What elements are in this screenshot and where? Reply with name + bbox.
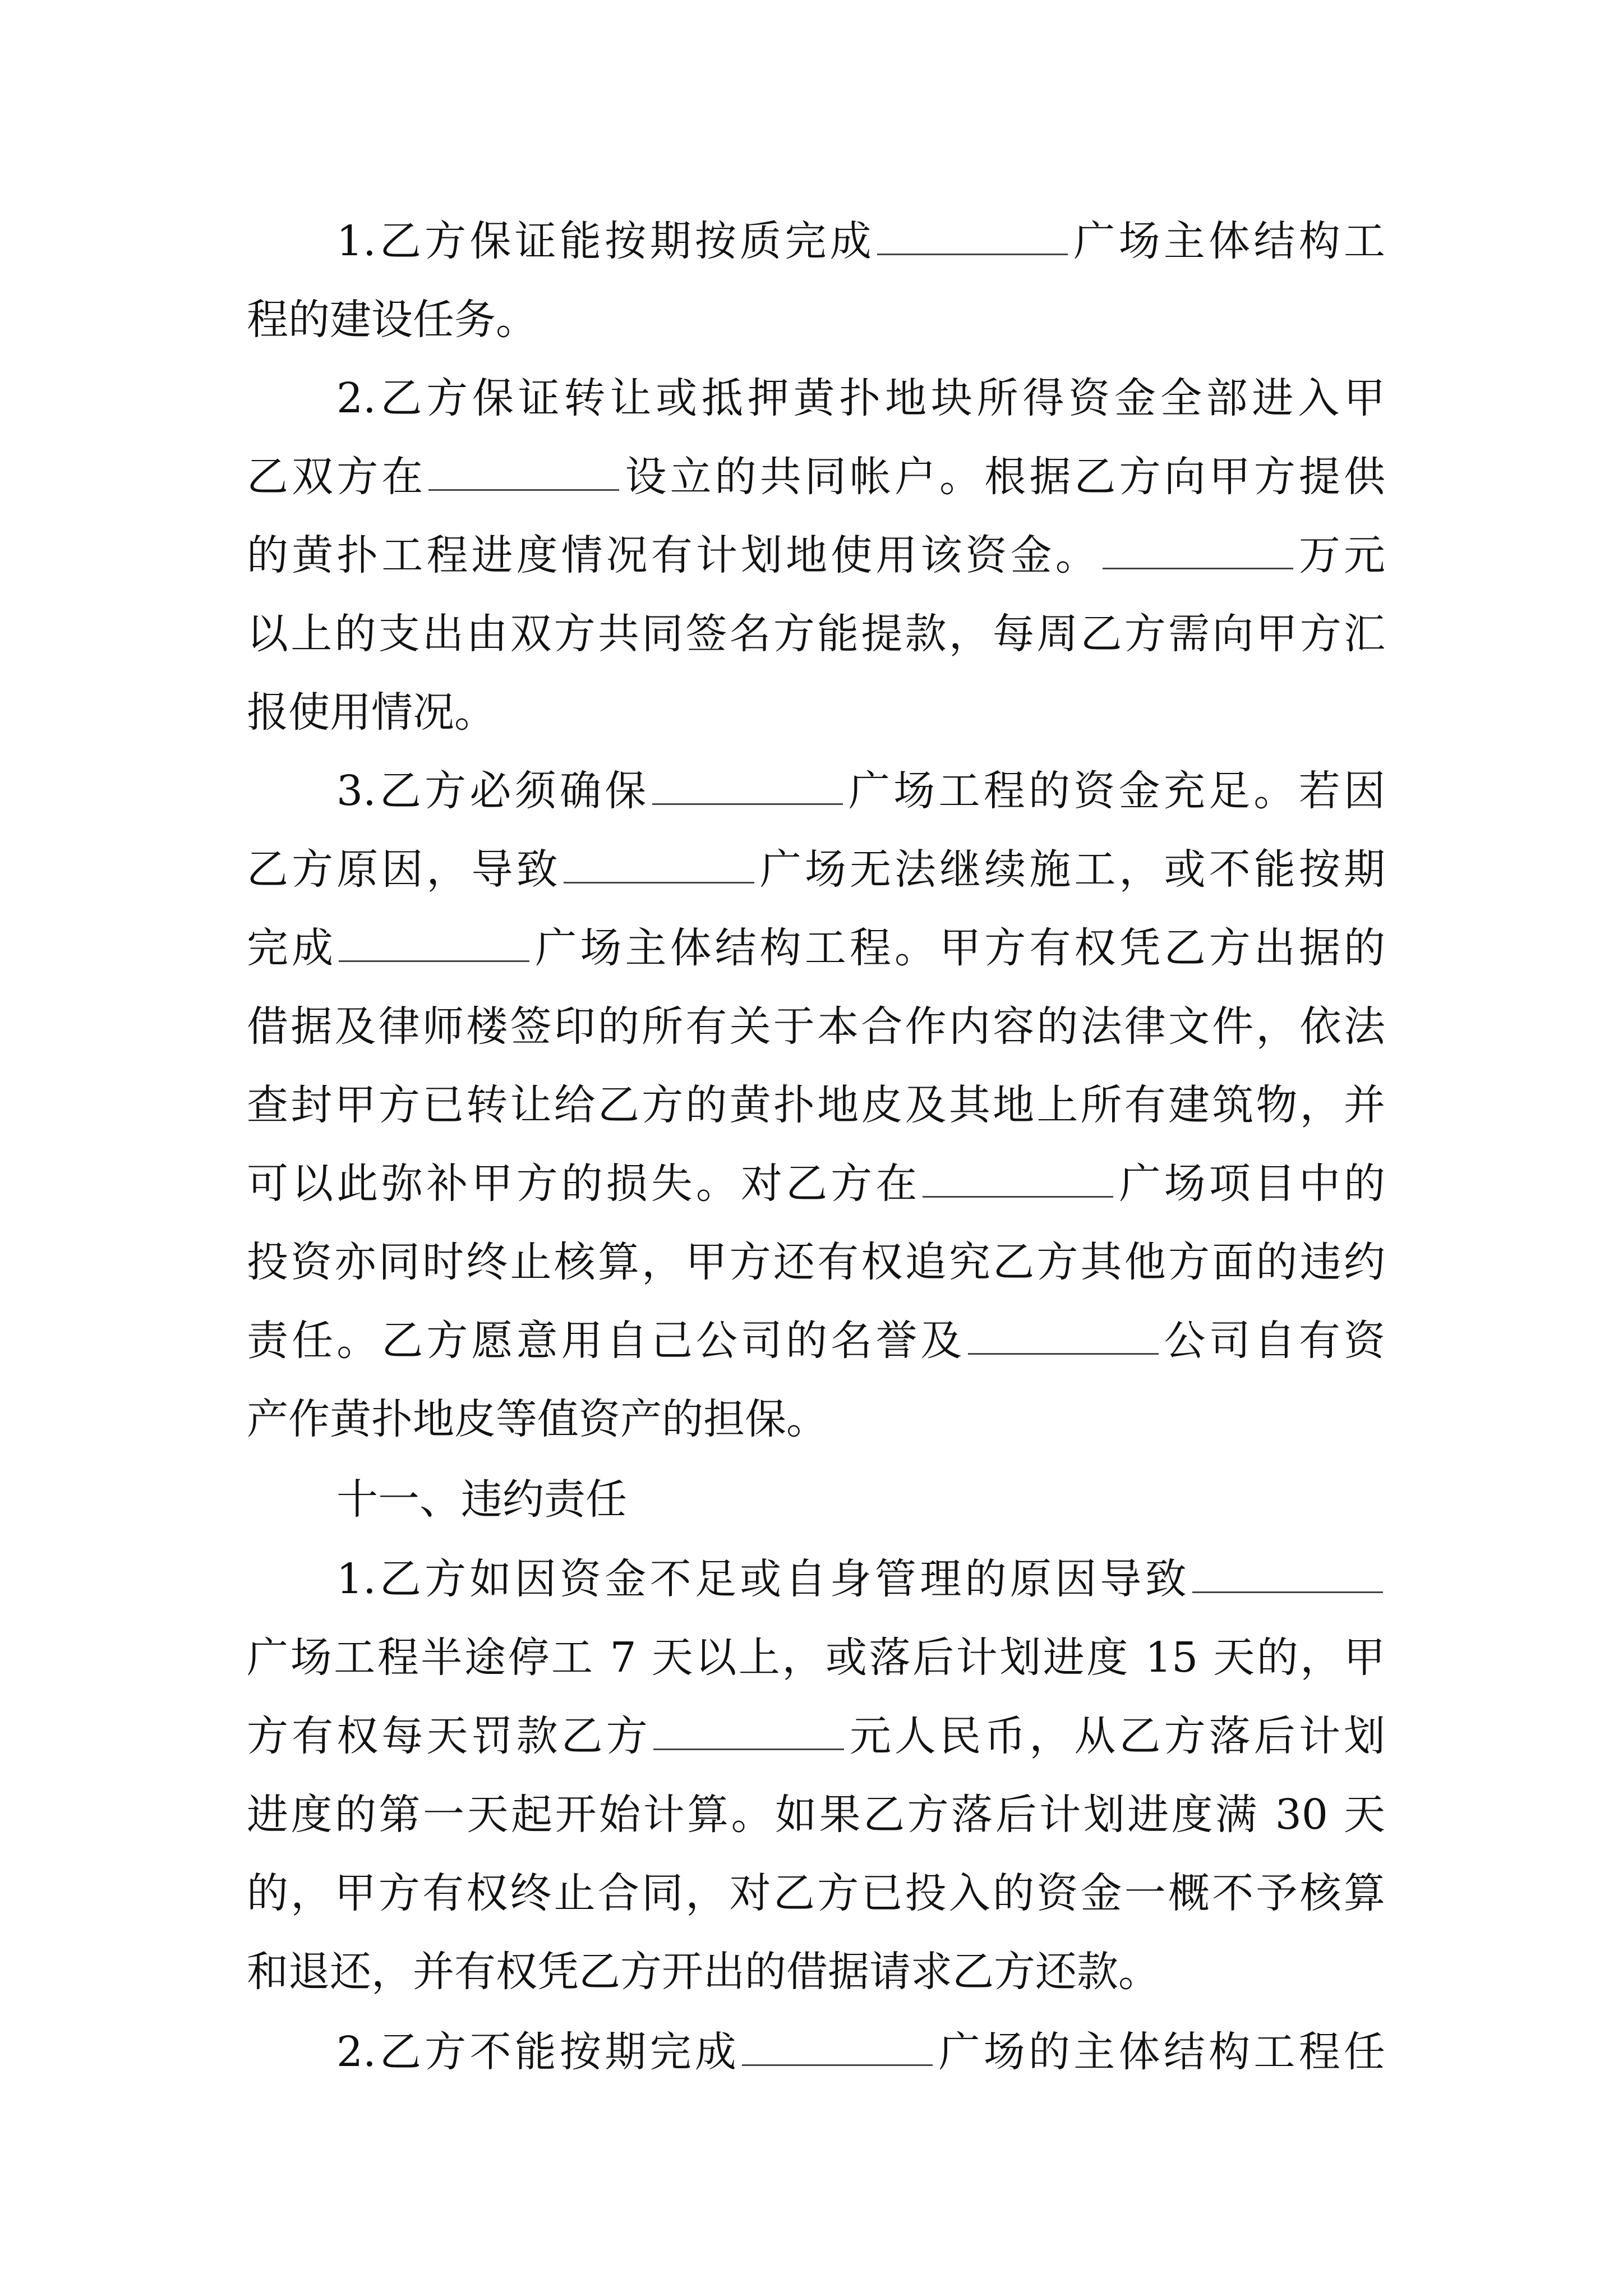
text-segment: 以上的支出由双方共同签名方能提款，每周乙方需向甲方汇 [247,610,1385,658]
text-line [247,987,1385,1066]
text-segment: 的，甲方有权终止合同，对乙方已投入的资金一概不予核算 [247,1869,1385,1917]
text-line [247,1144,1385,1223]
text-segment: 公司自有资 [1160,1317,1386,1365]
fill-in-blank [968,1319,1159,1355]
text-line [247,909,1385,987]
text-segment: 和退还，并有权凭乙方开出的借据请求乙方还款。 [247,1948,1160,1996]
fill-in-blank [1192,1558,1383,1593]
text-line [247,673,496,752]
text-segment: 乙方原因，导致 [247,845,561,894]
text-line [247,438,1385,516]
text-segment: 万元 [1295,531,1386,579]
text-line [336,202,1385,280]
text-segment: 1.乙方保证能按期按质完成 [336,217,875,265]
text-segment: 广场的主体结构工程任 [935,2028,1385,2076]
text-line [336,2013,1385,2091]
text-line [336,752,1385,830]
text-line [247,1697,1385,1775]
text-segment: 广场工程的资金充足。若因 [845,767,1385,815]
text-line [247,1618,1385,1697]
text-segment: 广场无法继续施工，或不能按期 [756,845,1386,894]
fill-in-blank [742,2031,933,2066]
text-segment: 2.乙方保证转让或抵押黄扑地块所得资金全部进入甲 [336,374,1385,422]
text-line [247,1223,1385,1301]
text-segment: 广场主体结构工程。甲方有权凭乙方出据的 [532,924,1386,972]
fill-in-blank [339,927,529,962]
text-line [247,1854,1385,1932]
fill-in-blank [877,220,1068,255]
text-segment: 责任。乙方愿意用自己公司的名誉及 [247,1317,966,1365]
text-segment: 完成 [247,924,337,972]
fill-in-blank [1103,534,1293,569]
text-line [247,1301,1385,1380]
text-segment: 广场项目中的 [1115,1159,1386,1208]
text-segment: 报使用情况。 [247,688,496,737]
text-line [247,595,1385,673]
text-segment: 查封甲方已转让给乙方的黄扑地皮及其地上所有建筑物，并 [247,1081,1385,1129]
text-segment: 程的建设任务。 [247,296,537,344]
text-line [247,1066,1385,1144]
fill-in-blank [923,1162,1113,1198]
text-segment: 元人民币，从乙方落后计划 [846,1712,1386,1760]
text-segment: 1.乙方如因资金不足或自身管理的原因导致 [336,1555,1190,1603]
text-segment: 广场主体结构工 [1070,217,1386,265]
text-segment: 3.乙方必须确保 [336,767,650,815]
text-segment: 设立的共同帐户。根据乙方向甲方提供 [621,453,1386,501]
text-line [247,516,1385,595]
text-line [336,1540,1385,1618]
text-segment: 的黄扑工程进度情况有计划地使用该资金。 [247,531,1100,579]
text-segment: 可以此弥补甲方的损失。对乙方在 [247,1159,921,1208]
text-segment: 进度的第一天起开始计算。如果乙方落后计划进度满 30 天 [247,1791,1385,1839]
section-heading [336,1460,627,1539]
text-segment: 广场工程半途停工 7 天以上，或落后计划进度 15 天的，甲 [247,1634,1385,1682]
text-segment: 借据及律师楼签印的所有关于本合作内容的法律文件，依法 [247,1002,1385,1051]
text-segment: 十一、违约责任 [336,1475,627,1524]
text-segment: 产作黄扑地皮等值资产的担保。 [247,1395,828,1443]
fill-in-blank [428,455,619,491]
text-segment: 2.乙方不能按期完成 [336,2028,740,2076]
text-segment: 乙双方在 [247,453,427,501]
text-line [247,1932,1160,2011]
text-line [247,830,1385,909]
text-segment: 投资亦同时终止核算，甲方还有权追究乙方其他方面的违约 [247,1238,1385,1286]
fill-in-blank [653,1715,844,1750]
fill-in-blank [564,848,754,884]
text-segment: 方有权每天罚款乙方 [247,1712,651,1760]
text-line [247,1775,1385,1854]
text-line [247,280,537,359]
text-line [336,359,1385,438]
text-line [247,1380,828,1458]
fill-in-blank [652,770,843,805]
